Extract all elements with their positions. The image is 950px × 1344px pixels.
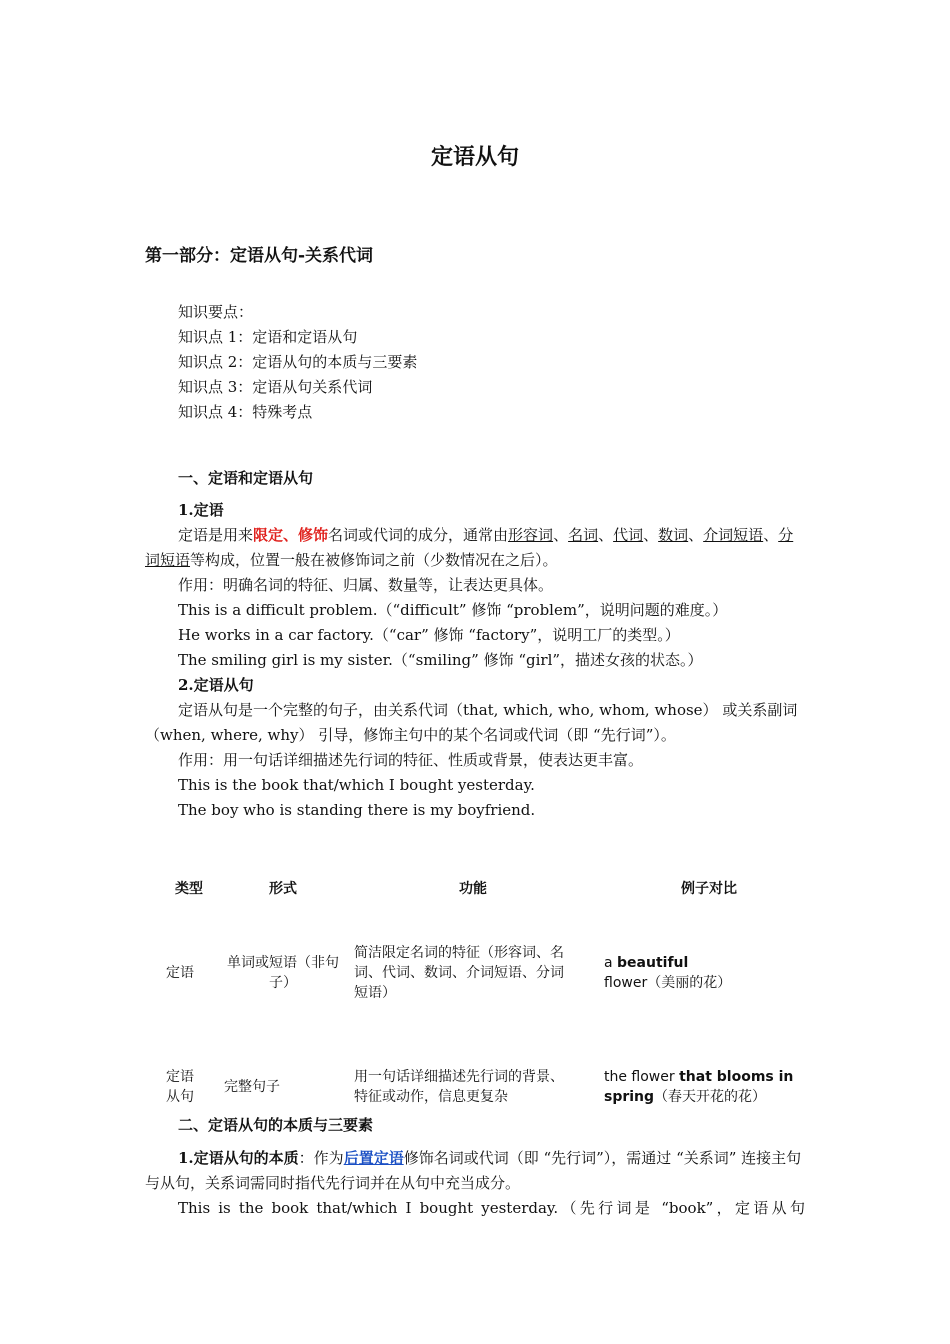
knowledge-points (178, 300, 417, 425)
table-header: 形式 (269, 881, 297, 897)
subheading-attributive: 1.定语 (178, 501, 224, 519)
table-header: 功能 (459, 881, 487, 897)
example-sentence: He works in a car factory.（“car” 修饰 “factory”，说明工厂的类型。） (178, 626, 680, 644)
section1-body (145, 498, 805, 823)
knowledge-label: 知识要点： (178, 303, 254, 321)
knowledge-item: 知识点 4：特殊考点 (178, 403, 313, 421)
table-cell: 简洁限定名词的特征（形容词、名词、代词、数词、介词短语、分词短语） (354, 944, 564, 1001)
table-header: 例子对比 (681, 881, 737, 897)
example-sentence: This is the book that/which I bought yesterday. (178, 776, 535, 794)
example-sentence: The boy who is standing there is my boyfriend. (178, 801, 536, 819)
example-sentence: This is a difficult problem.（“difficult” 修饰 “problem”，说明问题的难度。） (178, 601, 728, 619)
table-cell: the flower that blooms in spring（春天开花的花） (604, 1069, 794, 1105)
table-cell: 定语从句 (166, 1069, 194, 1105)
example-sentence: This is the book that/which I bought yesterday.（先行词是 “book”，定语从句 (178, 1199, 805, 1217)
function-text: 作用：明确名词的特征、归属、数量等，让表达更具体。 (178, 576, 554, 594)
knowledge-item: 知识点 2：定语从句的本质与三要素 (178, 353, 418, 371)
table-cell: 定语 (166, 964, 194, 981)
table-header: 类型 (175, 881, 203, 897)
table-row (160, 910, 820, 1035)
highlight-text: 限定、修饰 (253, 526, 329, 544)
table-header-row (160, 866, 820, 910)
essence-paragraph: 1.定语从句的本质：作为后置定语修饰名词或代词（即 “先行词”），需通过 “关系词” 连接主句与从句，关系词需同时指代先行词并在从句中充当成分。 (145, 1149, 802, 1192)
knowledge-item: 知识点 3：定语从句关系代词 (178, 378, 373, 396)
post-attributive-link[interactable]: 后置定语 (343, 1149, 404, 1167)
section1-heading: 一、定语和定语从句 (178, 469, 314, 487)
subheading-attributive-clause: 2.定语从句 (178, 676, 254, 694)
document-title: 定语从句 (430, 145, 519, 170)
table-cell: 单词或短语（非句子） (227, 954, 339, 991)
section2-heading: 二、定语从句的本质与三要素 (178, 1116, 374, 1134)
table-cell: a beautiful flower（美丽的花） (604, 954, 732, 991)
part1-heading: 第一部分：定语从句-关系代词 (145, 246, 374, 266)
section2-body (145, 1146, 805, 1221)
knowledge-item: 知识点 1：定语和定语从句 (178, 328, 358, 346)
table-cell: 用一句话详细描述先行词的背景、特征或动作，信息更复杂 (354, 1069, 564, 1105)
definition-paragraph: 定语是用来限定、修饰名词或代词的成分，通常由形容词、名词、代词、数词、介词短语、分词短语等构成，位置一般在被修饰词之前（少数情况在之后）。 (145, 526, 794, 569)
comparison-table (160, 866, 820, 1139)
table-cell: 完整句子 (224, 1079, 280, 1095)
definition2-paragraph: 定语从句是一个完整的句子，由关系代词（that, which, who, whom, whose） 或关系副词（when, where, why） 引导，修饰主句中的某个名词或代词（即 “先行词”）。 (145, 701, 798, 744)
function-text: 作用：用一句话详细描述先行词的特征、性质或背景，使表达更丰富。 (178, 751, 644, 769)
example-sentence: The smiling girl is my sister.（“smiling” 修饰 “girl”，描述女孩的状态。） (178, 651, 703, 669)
